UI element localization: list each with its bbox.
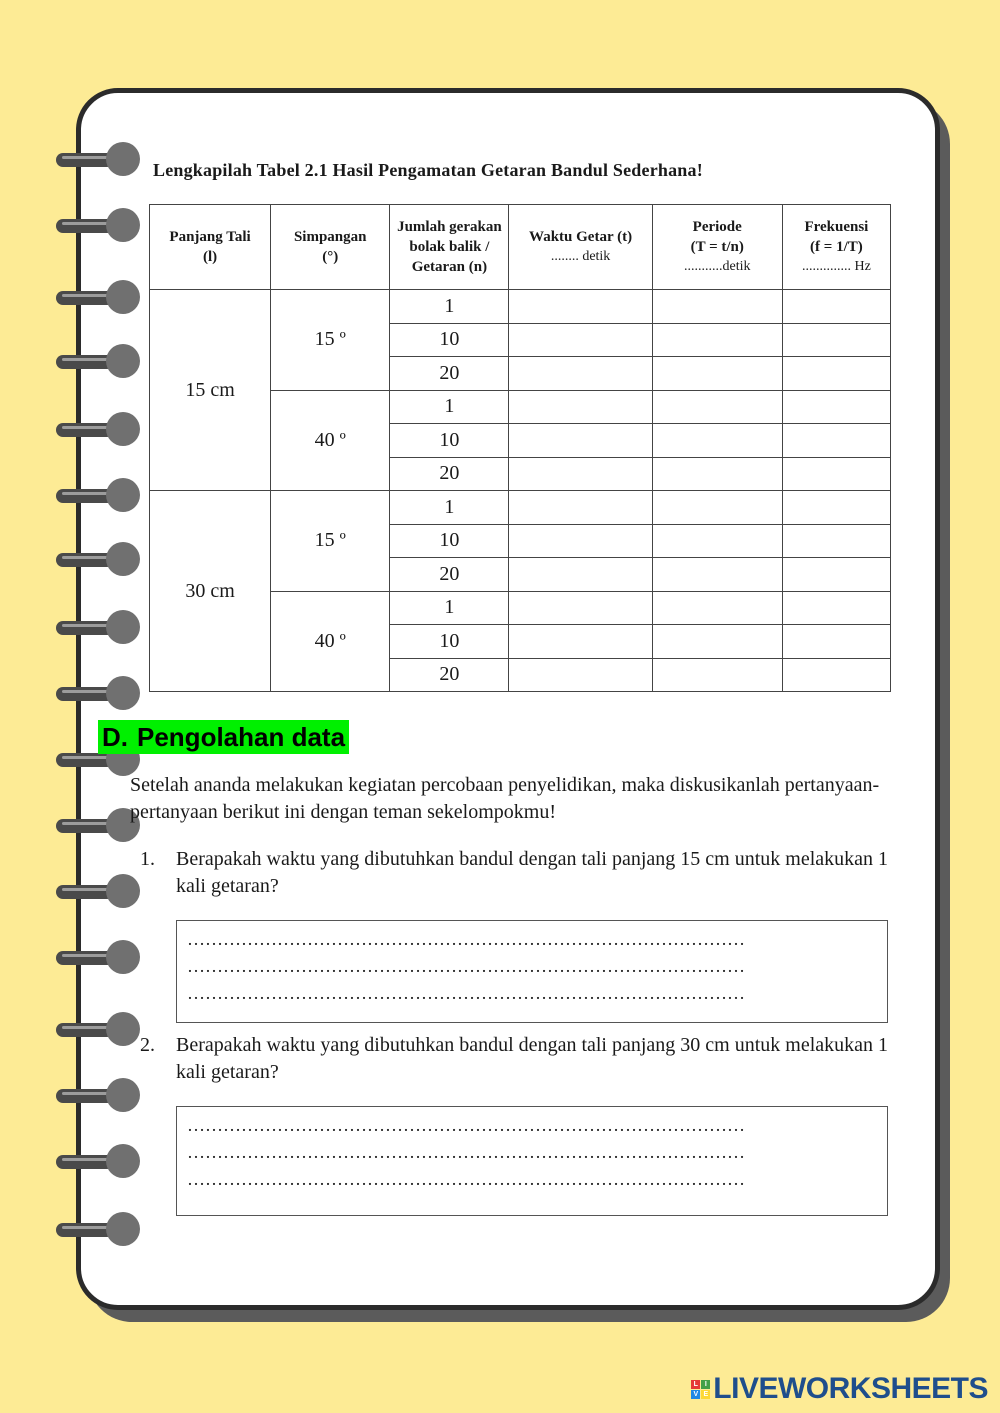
waktu-input-cell[interactable] [509, 424, 652, 458]
spiral-ring-icon [56, 1012, 142, 1048]
table-header-row [150, 205, 891, 290]
spiral-ring-icon [56, 1212, 142, 1248]
waktu-input-cell[interactable] [509, 491, 652, 525]
frekuensi-input-cell[interactable] [782, 290, 890, 324]
n-cell: 1 [390, 591, 509, 625]
liveworksheets-logo-icon: L I V E [691, 1380, 710, 1399]
waktu-input-cell[interactable] [509, 658, 652, 692]
n-cell: 20 [390, 357, 509, 391]
spiral-ring-icon [56, 542, 142, 578]
periode-input-cell[interactable] [652, 658, 782, 692]
periode-input-cell[interactable] [652, 558, 782, 592]
n-cell: 20 [390, 658, 509, 692]
header-simpangan: Simpangan (°) [271, 205, 390, 290]
waktu-input-cell[interactable] [509, 323, 652, 357]
periode-input-cell[interactable] [652, 625, 782, 659]
spiral-ring-icon [56, 676, 142, 712]
frekuensi-input-cell[interactable] [782, 424, 890, 458]
spiral-ring-icon [56, 874, 142, 910]
header-frekuensi: Frekuensi (f = 1/T) .............. Hz [782, 205, 890, 290]
spiral-ring-icon [56, 412, 142, 448]
waktu-input-cell[interactable] [509, 357, 652, 391]
table-row [150, 290, 891, 324]
answer-line: ………………………………………………………………………………… [187, 956, 745, 976]
periode-input-cell[interactable] [652, 591, 782, 625]
waktu-input-cell[interactable] [509, 457, 652, 491]
periode-input-cell[interactable] [652, 424, 782, 458]
answer-line: ………………………………………………………………………………… [187, 929, 745, 949]
angle-cell: 40 º [271, 390, 390, 491]
waktu-input-cell[interactable] [509, 290, 652, 324]
length-cell: 15 cm [150, 290, 271, 491]
periode-input-cell[interactable] [652, 524, 782, 558]
table-title: Lengkapilah Tabel 2.1 Hasil Pengamatan Getaran Bandul Sederhana! [153, 160, 703, 180]
question-number: 1. [140, 848, 155, 870]
periode-input-cell[interactable] [652, 390, 782, 424]
n-cell: 1 [390, 491, 509, 525]
n-cell: 10 [390, 323, 509, 357]
n-cell: 10 [390, 524, 509, 558]
spiral-ring-icon [56, 1078, 142, 1114]
periode-input-cell[interactable] [652, 491, 782, 525]
question-1 [140, 846, 900, 900]
waktu-input-cell[interactable] [509, 625, 652, 659]
periode-input-cell[interactable] [652, 323, 782, 357]
frekuensi-input-cell[interactable] [782, 524, 890, 558]
frekuensi-input-cell[interactable] [782, 658, 890, 692]
header-jumlah-getaran: Jumlah gerakan bolak balik / Getaran (n) [390, 205, 509, 290]
frekuensi-input-cell[interactable] [782, 591, 890, 625]
section-number: D. [102, 722, 128, 752]
liveworksheets-watermark [691, 1372, 988, 1406]
frekuensi-input-cell[interactable] [782, 390, 890, 424]
n-cell: 10 [390, 625, 509, 659]
answer-line: ………………………………………………………………………………… [187, 1169, 745, 1189]
length-cell: 30 cm [150, 491, 271, 692]
answer-line: ………………………………………………………………………………… [187, 1115, 745, 1135]
periode-input-cell[interactable] [652, 457, 782, 491]
intro-paragraph: Setelah ananda melakukan kegiatan percobaan penyelidikan, maka diskusikanlah pertanyaan-pertanyaan berikut ini dengan teman sekelompokmu! [130, 774, 880, 823]
section-title: Pengolahan data [137, 722, 346, 752]
spiral-ring-icon [56, 208, 142, 244]
header-waktu-getar: Waktu Getar (t) ........ detik [509, 205, 652, 290]
waktu-input-cell[interactable] [509, 591, 652, 625]
spiral-ring-icon [56, 610, 142, 646]
observation-table [149, 204, 891, 692]
waktu-input-cell[interactable] [509, 390, 652, 424]
n-cell: 20 [390, 558, 509, 592]
answer-line: ………………………………………………………………………………… [187, 983, 745, 1003]
spiral-ring-icon [56, 940, 142, 976]
frekuensi-input-cell[interactable] [782, 625, 890, 659]
angle-cell: 15 º [271, 491, 390, 592]
spiral-ring-icon [56, 344, 142, 380]
answer-box-2[interactable] [176, 1106, 888, 1216]
n-cell: 10 [390, 424, 509, 458]
spiral-ring-icon [56, 1144, 142, 1180]
question-text: Berapakah waktu yang dibutuhkan bandul dengan tali panjang 15 cm untuk melakukan 1 kali getaran? [176, 848, 889, 897]
header-panjang-tali: Panjang Tali (l) [150, 205, 271, 290]
angle-cell: 15 º [271, 290, 390, 391]
spiral-ring-icon [56, 142, 142, 178]
frekuensi-input-cell[interactable] [782, 357, 890, 391]
n-cell: 1 [390, 390, 509, 424]
spiral-ring-icon [56, 280, 142, 316]
answer-box-1[interactable] [176, 920, 888, 1023]
angle-cell: 40 º [271, 591, 390, 692]
spiral-ring-icon [56, 478, 142, 514]
periode-input-cell[interactable] [652, 357, 782, 391]
question-number: 2. [140, 1034, 155, 1056]
question-2 [140, 1032, 900, 1086]
table-row [150, 491, 891, 525]
n-cell: 20 [390, 457, 509, 491]
header-periode: Periode (T = t/n) ...........detik [652, 205, 782, 290]
section-heading [98, 720, 349, 754]
waktu-input-cell[interactable] [509, 524, 652, 558]
answer-line: ………………………………………………………………………………… [187, 1142, 745, 1162]
frekuensi-input-cell[interactable] [782, 558, 890, 592]
frekuensi-input-cell[interactable] [782, 491, 890, 525]
frekuensi-input-cell[interactable] [782, 323, 890, 357]
waktu-input-cell[interactable] [509, 558, 652, 592]
n-cell: 1 [390, 290, 509, 324]
frekuensi-input-cell[interactable] [782, 457, 890, 491]
watermark-text: LIVEWORKSHEETS [713, 1372, 988, 1405]
periode-input-cell[interactable] [652, 290, 782, 324]
question-text: Berapakah waktu yang dibutuhkan bandul dengan tali panjang 30 cm untuk melakukan 1 kali getaran? [176, 1034, 889, 1083]
